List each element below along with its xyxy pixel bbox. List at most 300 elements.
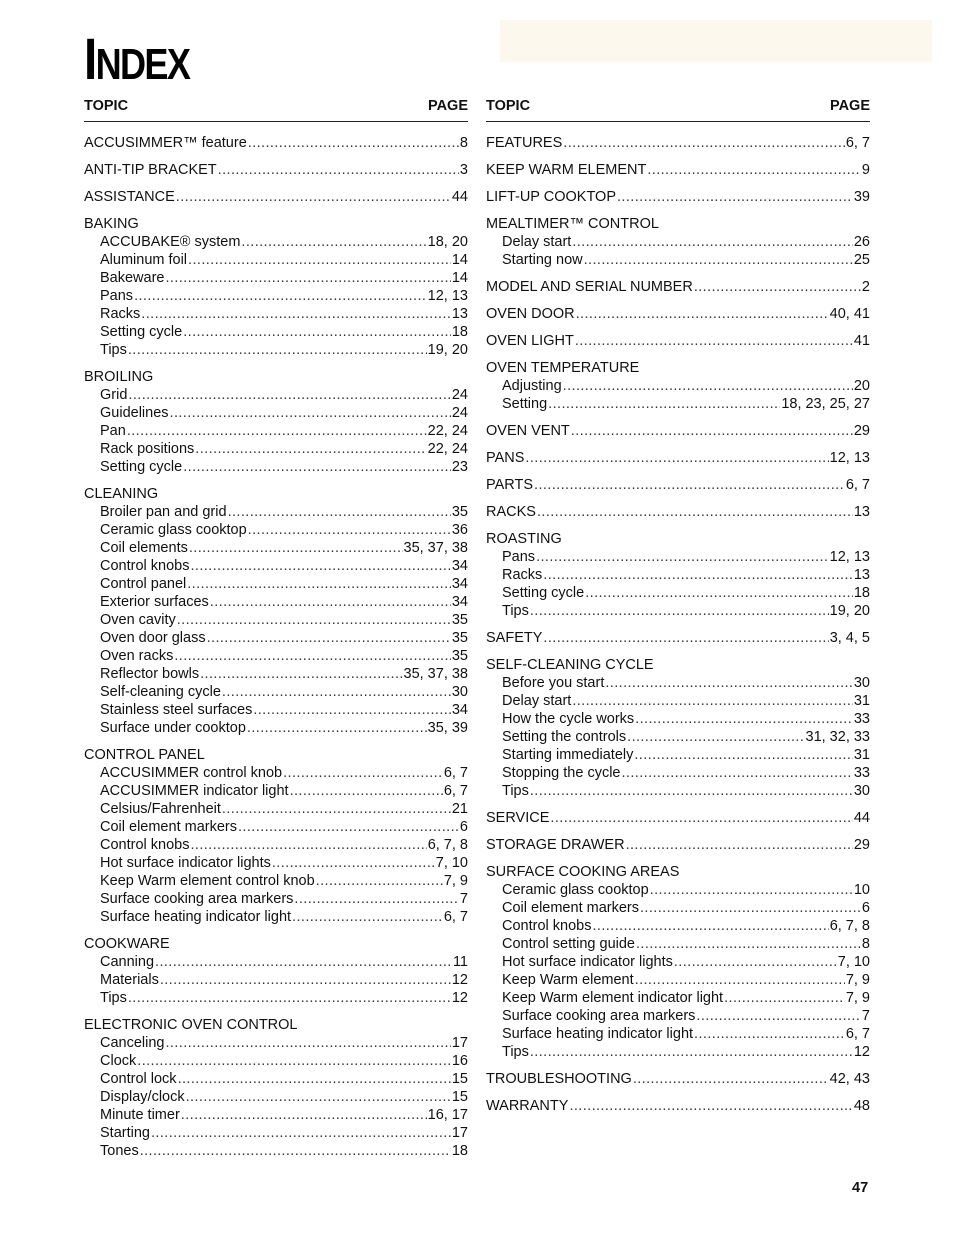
index-column-left [84,98,468,1169]
index-subentry-row [486,881,870,899]
index-page-ref: 7, 10 [435,855,468,871]
index-topic: BAKING [84,216,139,232]
index-heading-row [486,863,870,881]
index-subtopic: Tips [100,342,127,358]
index-subtopic: Hot surface indicator lights [502,954,673,970]
index-heading-row [486,134,870,152]
index-page-ref: 13 [451,306,468,322]
dot-leader [316,872,443,890]
index-page-ref: 33 [853,711,870,727]
index-topic: BROILING [84,369,154,385]
index-subtopic: Minute timer [100,1107,180,1123]
index-page-ref: 12 [853,1044,870,1060]
index-subentry-row [84,539,468,557]
index-heading-row [486,278,870,296]
index-topic: WARRANTY [486,1098,569,1114]
index-heading-row [486,332,870,350]
index-page-ref: 30 [853,675,870,691]
index-page-ref: 18, 23, 25, 27 [781,396,870,412]
dot-leader [170,404,451,422]
index-page-ref: 12, 13 [829,549,870,565]
index-subentry-row [84,422,468,440]
index-topic: OVEN VENT [486,423,570,439]
index-heading-row [84,215,468,233]
index-subentry-row [84,440,468,458]
index-subtopic: Before you start [502,675,605,691]
index-heading-row [486,422,870,440]
index-subtopic: Tips [502,1044,529,1060]
index-topic: ANTI-TIP BRACKET [84,162,217,178]
index-subentry-row [486,566,870,584]
dot-leader [537,503,853,521]
index-page-ref: 48 [853,1098,870,1114]
index-subtopic: Coil element markers [502,900,639,916]
index-page-ref: 35 [451,612,468,628]
dot-leader [222,800,451,818]
index-topic: RACKS [486,504,536,520]
index-topic: ACCUSIMMER™ feature [84,135,247,151]
dot-leader [635,971,845,989]
page-number: 47 [852,1180,869,1196]
index-page-ref: 33 [853,765,870,781]
index-group [486,476,870,494]
index-page-ref: 7, 9 [443,873,468,889]
dot-leader [622,764,853,782]
dot-leader [178,1070,451,1088]
index-subtopic: How the cycle works [502,711,635,727]
index-page-ref: 29 [853,423,870,439]
index-subtopic: Surface under cooktop [100,720,246,736]
index-topic: KEEP WARM ELEMENT [486,162,647,178]
index-group [486,305,870,323]
index-subtopic: Starting immediately [502,747,634,763]
index-page-ref: 7, 10 [837,954,870,970]
index-subtopic: ACCUSIMMER control knob [100,765,283,781]
index-page-ref: 15 [451,1071,468,1087]
index-subentry-row [486,251,870,269]
index-subtopic: ACCUBAKE® system [100,234,241,250]
dot-leader [543,629,828,647]
index-subtopic: Exterior surfaces [100,594,209,610]
dot-leader [569,1097,852,1115]
index-subtopic: Celsius/Fahrenheit [100,801,221,817]
dot-leader [636,935,861,953]
index-subtopic: Ceramic glass cooktop [100,522,247,538]
index-group [84,188,468,206]
index-subentry-row [84,872,468,890]
index-subentry-row [84,836,468,854]
index-page-ref: 31 [853,747,870,763]
index-subtopic: Hot surface indicator lights [100,855,271,871]
index-group [486,359,870,413]
index-subentry-row [84,305,468,323]
index-subtopic: Keep Warm element control knob [100,873,315,889]
dot-leader [165,269,450,287]
dot-leader [174,647,451,665]
index-page-ref: 22, 24 [427,423,468,439]
dot-leader [177,611,451,629]
index-topic: SAFETY [486,630,543,646]
index-subentry-row [486,395,870,413]
index-subtopic: Setting cycle [502,585,585,601]
page-title: INDEX [84,27,190,92]
index-page-ref: 41 [853,333,870,349]
index-page-ref: 35 [451,648,468,664]
dot-leader [272,854,435,872]
column-header [486,98,870,122]
dot-leader [200,665,402,683]
index-subentry-row [486,1007,870,1025]
index-page-ref: 18 [451,324,468,340]
index-subentry-row [84,521,468,539]
index-page-ref: 19, 20 [427,342,468,358]
index-page-ref: 35, 39 [427,720,468,736]
index-page-ref: 31 [853,693,870,709]
index-subtopic: Display/clock [100,1089,185,1105]
index-page-ref: 11 [452,954,468,970]
index-page-ref: 16, 17 [427,1107,468,1123]
dot-leader [141,305,451,323]
dot-leader [627,728,804,746]
index-subentry-row [486,1025,870,1043]
index-group [84,485,468,737]
index-group [486,656,870,800]
header-band [500,20,932,62]
index-group [486,530,870,620]
index-page-ref: 8 [459,135,468,151]
dot-leader [530,1043,853,1061]
index-subtopic: Setting [502,396,548,412]
dot-leader [640,899,861,917]
topic-header: TOPIC [84,98,129,114]
index-subentry-row [486,692,870,710]
dot-leader [696,1007,861,1025]
index-subentry-row [84,404,468,422]
index-topic: TROUBLESHOOTING [486,1071,632,1087]
index-subentry-row [486,674,870,692]
dot-leader [634,746,853,764]
index-group [486,332,870,350]
index-topic: ASSISTANCE [84,189,175,205]
index-page-ref: 12 [451,990,468,1006]
index-subentry-row [486,710,870,728]
index-subentry-row [84,800,468,818]
index-page-ref: 34 [451,576,468,592]
index-group [486,422,870,440]
index-page-ref: 30 [451,684,468,700]
index-group [486,863,870,1061]
index-page-ref: 7 [459,891,468,907]
index-subtopic: Surface heating indicator light [100,909,292,925]
dot-leader [241,233,426,251]
index-page-ref: 44 [451,189,468,205]
index-page-ref: 36 [451,522,468,538]
index-subtopic: Setting the controls [502,729,627,745]
index-page-ref: 12, 13 [829,450,870,466]
dot-leader [575,332,853,350]
index-page-ref: 30 [853,783,870,799]
index-subtopic: Tones [100,1143,139,1159]
dot-leader [534,476,845,494]
dot-leader [210,593,451,611]
dot-leader [694,278,861,296]
dot-leader [218,161,459,179]
index-page-ref: 6, 7 [443,783,468,799]
index-heading-row [84,188,468,206]
index-topic: ROASTING [486,531,562,547]
index-page-ref: 17 [451,1125,468,1141]
index-page-ref: 12, 13 [427,288,468,304]
dot-leader [536,548,829,566]
index-subtopic: Pan [100,423,126,439]
index-column-right [486,98,870,1124]
dot-leader [228,503,451,521]
index-page-ref: 21 [451,801,468,817]
index-topic: ELECTRONIC OVEN CONTROL [84,1017,298,1033]
index-subtopic: Starting [100,1125,150,1141]
dot-leader [176,188,451,206]
dot-leader [189,539,403,557]
index-page-ref: 14 [451,252,468,268]
index-group [486,134,870,152]
index-subentry-row [84,683,468,701]
dot-leader [128,989,451,1007]
index-subtopic: Oven door glass [100,630,206,646]
index-subentry-row [84,458,468,476]
dot-leader [222,683,451,701]
index-subentry-row [84,323,468,341]
dot-leader [563,134,845,152]
index-subentry-row [84,647,468,665]
index-subentry-row [486,935,870,953]
index-subtopic: Control panel [100,576,187,592]
index-subtopic: Control lock [100,1071,177,1087]
index-group [486,278,870,296]
index-page-ref: 13 [853,567,870,583]
index-topic: OVEN TEMPERATURE [486,360,640,376]
index-subtopic: Bakeware [100,270,165,286]
index-subentry-row [84,611,468,629]
index-subtopic: Surface heating indicator light [502,1026,694,1042]
index-group [486,449,870,467]
index-heading-row [84,368,468,386]
dot-leader [592,917,828,935]
index-subentry-row [486,1043,870,1061]
index-subtopic: Stopping the cycle [502,765,621,781]
dot-leader [134,287,427,305]
index-page-ref: 16 [451,1053,468,1069]
index-subtopic: Canning [100,954,155,970]
index-page-ref: 40, 41 [829,306,870,322]
index-page-ref: 14 [451,270,468,286]
index-page-ref: 6, 7 [845,477,870,493]
index-subentry-row [486,953,870,971]
index-subentry-row [486,377,870,395]
index-heading-row [84,134,468,152]
dot-leader [626,836,853,854]
dot-leader [127,422,427,440]
index-subentry-row [84,1070,468,1088]
index-group [486,629,870,647]
index-topic: SELF-CLEANING CYCLE [486,657,654,673]
index-subentry-row [84,1142,468,1160]
dot-leader [151,1124,451,1142]
index-heading-row [486,809,870,827]
index-topic: CLEANING [84,486,159,502]
topic-header: TOPIC [486,98,531,114]
index-page-ref: 6 [459,819,468,835]
index-group [84,1016,468,1160]
index-heading-row [486,1097,870,1115]
dot-leader [128,341,427,359]
index-subentry-row [486,233,870,251]
dot-leader [190,557,450,575]
index-group [84,746,468,926]
index-topic: MEALTIMER™ CONTROL [486,216,659,232]
index-topic: LIFT-UP COOKTOP [486,189,616,205]
index-subentry-row [84,908,468,926]
index-page-ref: 35, 37, 38 [403,666,468,682]
dot-leader [650,881,853,899]
dot-leader [576,305,829,323]
dot-leader [181,1106,427,1124]
dot-leader [137,1052,451,1070]
dot-leader [572,233,853,251]
index-subtopic: Pans [100,288,134,304]
index-heading-row [84,1016,468,1034]
index-page-ref: 6, 7 [845,135,870,151]
index-subentry-row [84,386,468,404]
index-subtopic: Clock [100,1053,137,1069]
index-page-ref: 6, 7 [845,1026,870,1042]
index-page-ref: 6, 7 [443,909,468,925]
index-subtopic: Racks [502,567,543,583]
dot-leader [248,521,451,539]
index-subentry-row [84,557,468,575]
index-subtopic: Reflector bowls [100,666,200,682]
index-subtopic: Canceling [100,1035,165,1051]
index-page-ref: 26 [853,234,870,250]
index-topic: PANS [486,450,525,466]
index-subentry-row [84,701,468,719]
index-topic: FEATURES [486,135,563,151]
dot-leader [183,323,451,341]
index-subentry-row [84,854,468,872]
index-topic: SERVICE [486,810,550,826]
index-subtopic: Setting cycle [100,324,183,340]
dot-leader [635,710,853,728]
index-subentry-row [84,1034,468,1052]
column-header [84,98,468,122]
index-subentry-row [84,764,468,782]
index-heading-row [486,629,870,647]
index-subtopic: ACCUSIMMER indicator light [100,783,289,799]
index-subentry-row [84,251,468,269]
index-page-ref: 8 [861,936,870,952]
index-page-ref: 17 [451,1035,468,1051]
index-heading-row [486,836,870,854]
index-topic: PARTS [486,477,534,493]
index-topic: CONTROL PANEL [84,747,205,763]
index-subtopic: Guidelines [100,405,169,421]
index-subentry-row [84,719,468,737]
index-page-ref: 31, 32, 33 [805,729,870,745]
dot-leader [548,395,780,413]
index-group [84,935,468,1007]
dot-leader [292,908,443,926]
dot-leader [724,989,845,1007]
index-subentry-row [84,287,468,305]
index-page-ref: 7, 9 [845,972,870,988]
index-group [486,1070,870,1088]
index-page-ref: 24 [451,387,468,403]
index-subtopic: Tips [502,603,529,619]
dot-leader [530,602,829,620]
index-subentry-row [84,890,468,908]
dot-leader [572,692,853,710]
index-subentry-row [486,971,870,989]
dot-leader [247,719,427,737]
index-subentry-row [486,548,870,566]
dot-leader [186,1088,451,1106]
index-subtopic: Racks [100,306,141,322]
index-page-ref: 18 [451,1143,468,1159]
dot-leader [525,449,828,467]
index-subentry-row [84,629,468,647]
index-subtopic: Control knobs [100,837,190,853]
dot-leader [190,836,426,854]
dot-leader [160,971,451,989]
dot-leader [543,566,853,584]
index-group [486,836,870,854]
index-group [84,161,468,179]
index-subtopic: Tips [100,990,127,1006]
index-subtopic: Materials [100,972,159,988]
index-page-ref: 18 [853,585,870,601]
index-group [84,134,468,152]
index-heading-row [486,215,870,233]
index-page-ref: 35, 37, 38 [403,540,468,556]
index-subentry-row [84,269,468,287]
index-page-ref: 42, 43 [829,1071,870,1087]
dot-leader [183,458,451,476]
index-page-ref: 12 [451,972,468,988]
index-page-ref: 34 [451,594,468,610]
index-subtopic: Coil element markers [100,819,237,835]
dot-leader [694,1025,845,1043]
dot-leader [571,422,853,440]
index-page-ref: 2 [861,279,870,295]
index-page-ref: 29 [853,837,870,853]
index-heading-row [486,161,870,179]
index-subtopic: Oven racks [100,648,174,664]
index-subentry-row [84,593,468,611]
index-page-ref: 9 [861,162,870,178]
index-page-ref: 25 [853,252,870,268]
index-page-ref: 39 [853,189,870,205]
index-subentry-row [486,899,870,917]
index-page-ref: 10 [853,882,870,898]
dot-leader [550,809,852,827]
index-subentry-row [486,746,870,764]
index-subentry-row [486,764,870,782]
index-page-ref: 24 [451,405,468,421]
index-subtopic: Control setting guide [502,936,635,952]
dot-leader [187,575,451,593]
dot-leader [238,818,459,836]
dot-leader [207,629,451,647]
index-page-ref: 34 [451,702,468,718]
